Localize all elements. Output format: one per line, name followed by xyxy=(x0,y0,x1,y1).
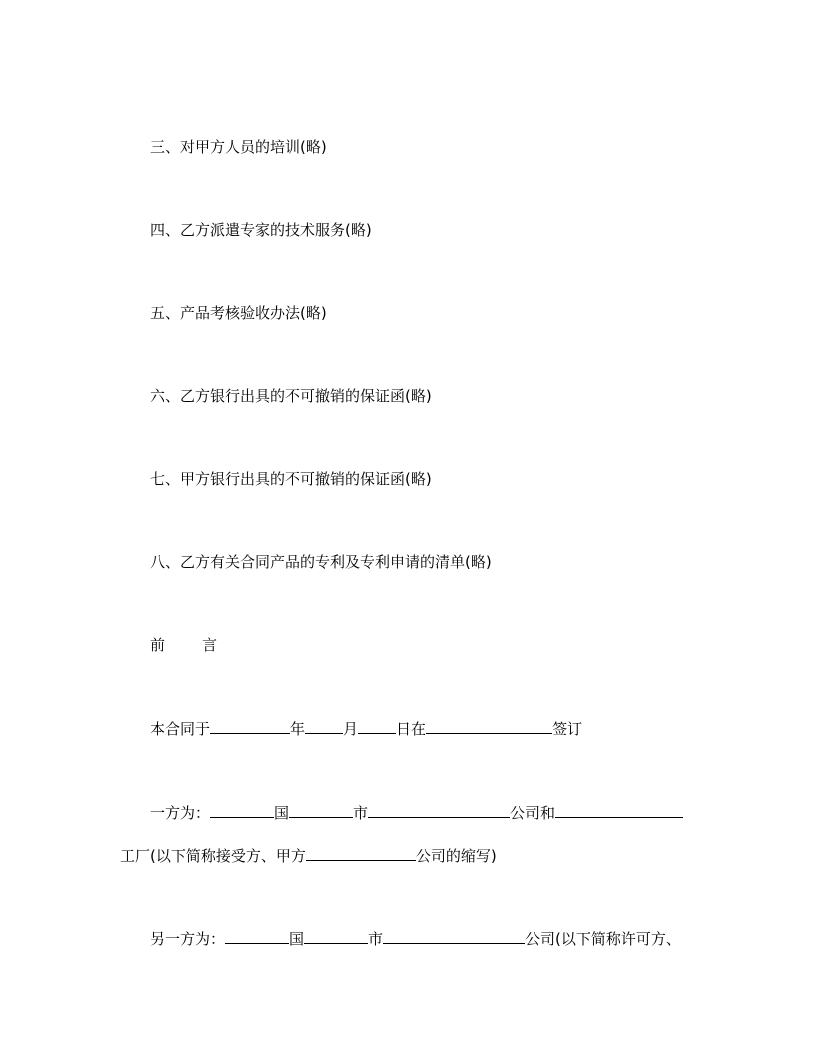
party-one-company-label: 公司和 xyxy=(510,804,556,822)
blank-party-two-city xyxy=(304,928,368,944)
blank-party-two-country xyxy=(225,928,289,944)
party-one-country-label: 国 xyxy=(274,804,290,822)
blank-day xyxy=(358,718,396,734)
party-one-line xyxy=(150,802,683,823)
blank-party-one-country xyxy=(210,802,274,818)
preface-title-left: 前 xyxy=(150,636,166,654)
party-two-prefix: 另一方为： xyxy=(150,930,226,948)
signing-day-label: 日在 xyxy=(396,720,427,738)
signing-prefix: 本合同于 xyxy=(150,720,211,738)
appendix-item-8: 八、乙方有关合同产品的专利及专利申请的清单(略) xyxy=(150,553,492,571)
party-two-country-label: 国 xyxy=(289,930,305,948)
appendix-item-4: 四、乙方派遣专家的技术服务(略) xyxy=(150,221,372,239)
signing-year-label: 年 xyxy=(290,720,306,738)
appendix-item-3: 三、对甲方人员的培训(略) xyxy=(150,138,327,156)
preface-title-right: 言 xyxy=(202,636,218,654)
party-one-factory-line xyxy=(120,845,497,866)
blank-party-one-city xyxy=(289,802,353,818)
appendix-item-6: 六、乙方银行出具的不可撤销的保证函(略) xyxy=(150,387,432,405)
party-two-line xyxy=(150,928,681,949)
party-one-factory-label: 工厂(以下简称接受方、甲方 xyxy=(120,847,306,865)
blank-party-one-company xyxy=(368,802,510,818)
signing-date-line xyxy=(150,718,582,739)
blank-place xyxy=(426,718,552,734)
party-one-abbrev-label: 公司的缩写) xyxy=(415,847,497,865)
party-two-city-label: 市 xyxy=(368,930,384,948)
signing-month-label: 月 xyxy=(343,720,359,738)
blank-month xyxy=(305,718,343,734)
blank-party-one-factory xyxy=(555,802,683,818)
signing-suffix: 签订 xyxy=(552,720,583,738)
blank-year xyxy=(210,718,290,734)
preface-heading xyxy=(150,635,217,655)
party-one-prefix: 一方为： xyxy=(150,804,211,822)
appendix-item-5: 五、产品考核验收办法(略) xyxy=(150,304,327,322)
party-two-company-label: 公司(以下简称许可方、 xyxy=(525,930,681,948)
appendix-item-7: 七、甲方银行出具的不可撤销的保证函(略) xyxy=(150,470,432,488)
party-one-city-label: 市 xyxy=(353,804,369,822)
blank-party-one-abbrev xyxy=(306,845,416,861)
blank-party-two-company xyxy=(383,928,525,944)
